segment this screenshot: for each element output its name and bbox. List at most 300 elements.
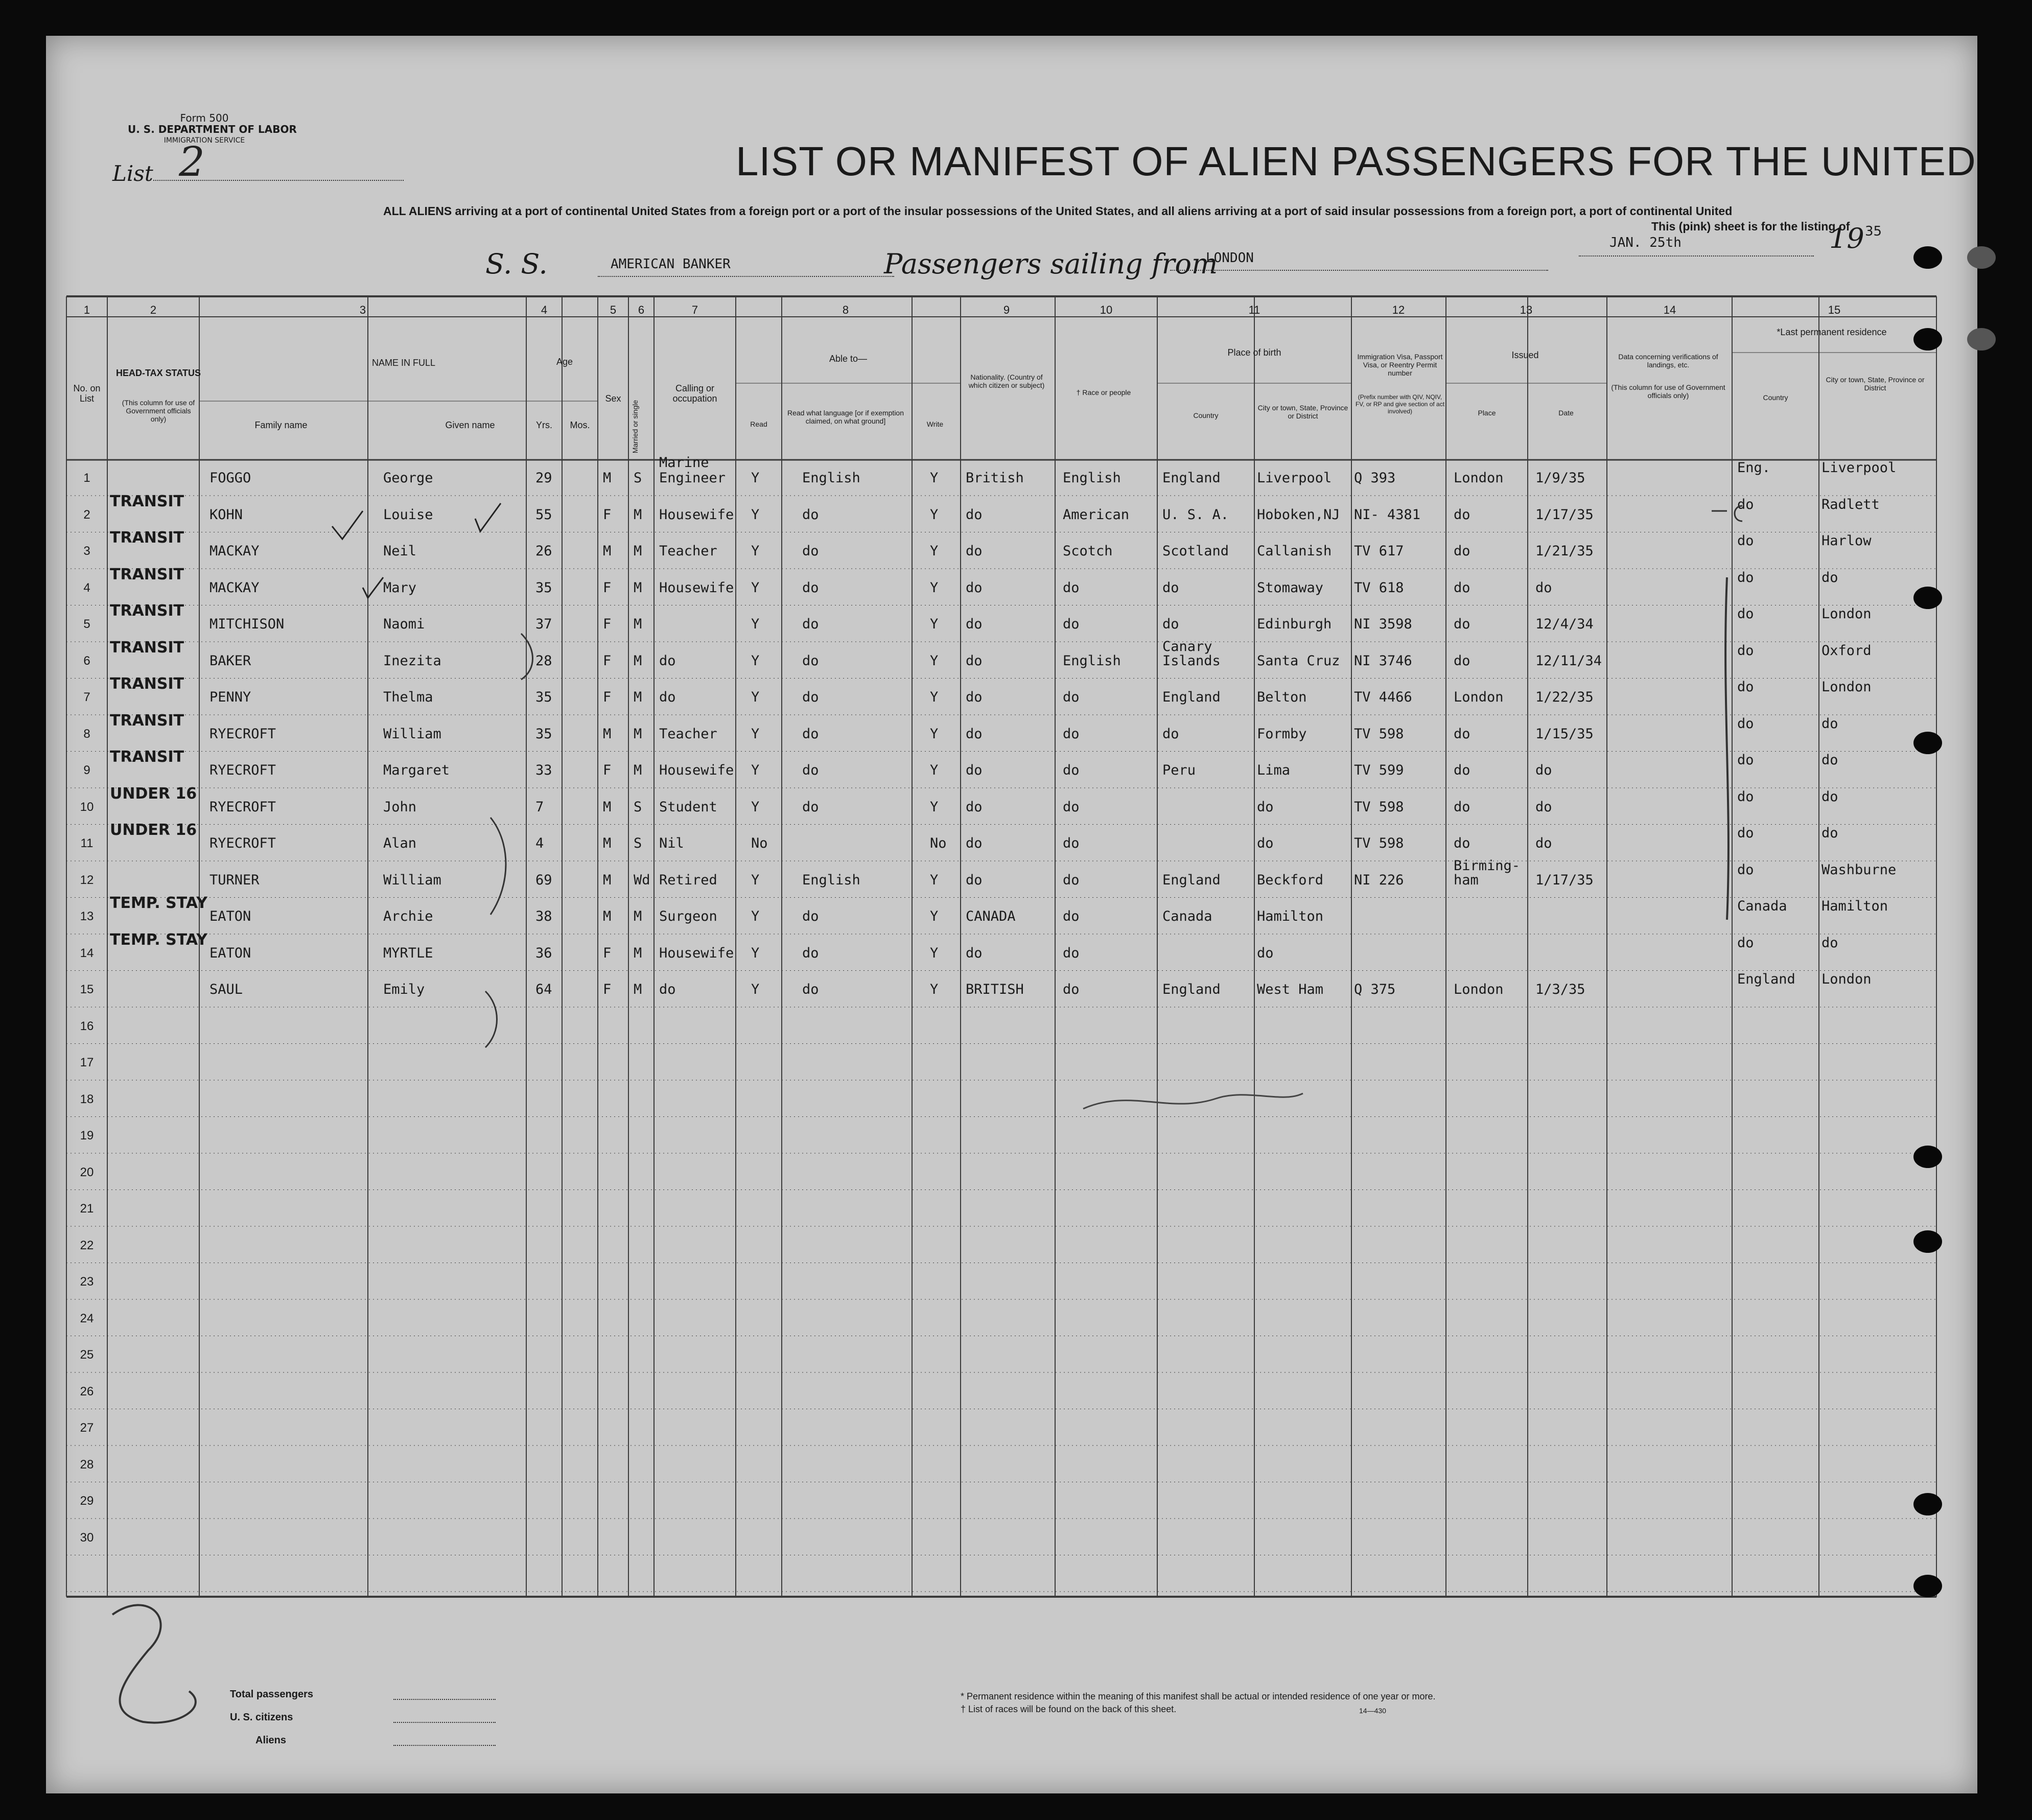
birth-city: do: [1257, 799, 1274, 815]
race: do: [1063, 579, 1080, 596]
occupation: do: [659, 652, 676, 669]
hdr-calling: Calling or occupation: [672, 383, 717, 404]
hdr-yrs: Yrs.: [535, 420, 552, 430]
nationality: CANADA: [966, 908, 1016, 924]
row-number: 1: [83, 471, 90, 485]
column-number: 2: [150, 304, 157, 316]
occupation: Surgeon: [659, 908, 717, 924]
row-number: 26: [80, 1384, 94, 1398]
race: do: [1063, 726, 1080, 742]
family-name: FOGGO: [209, 470, 251, 486]
issued-date: 12/11/34: [1535, 652, 1602, 669]
column-number: 8: [842, 304, 849, 316]
given-name: George: [383, 470, 433, 486]
birth-country: England: [1162, 872, 1221, 888]
occupation: Teacher: [659, 726, 717, 742]
sex: M: [603, 726, 612, 742]
handwritten-marks: [46, 36, 1977, 1793]
residence-city: Liverpool: [1821, 460, 1897, 476]
birth-city: Belton: [1257, 689, 1307, 705]
column-number: 11: [1248, 304, 1260, 316]
sex: F: [603, 652, 612, 669]
hdr-landing-note: (This column for use of Government officials only): [1611, 383, 1725, 400]
sex: F: [603, 506, 612, 523]
can-write: Y: [930, 872, 939, 888]
row-number: 11: [80, 836, 94, 850]
occupation: Teacher: [659, 543, 717, 559]
visa-number: TV 599: [1354, 762, 1404, 778]
binding-hole: [1913, 1146, 1942, 1168]
age-years: 69: [535, 872, 552, 888]
row-number: 15: [80, 983, 94, 996]
head-tax-stamp: TRANSIT: [110, 602, 184, 620]
residence-country: do: [1737, 679, 1754, 695]
marital-status: M: [634, 616, 642, 632]
residence-country: do: [1737, 935, 1754, 951]
bracket-mark: [491, 818, 506, 915]
residence-country: do: [1737, 496, 1754, 512]
marital-status: M: [634, 982, 642, 997]
check-mark: [475, 503, 501, 531]
birth-city: Stomaway: [1257, 579, 1324, 596]
row-number: 12: [80, 873, 94, 887]
nationality: do: [966, 689, 983, 705]
race: Scotch: [1063, 543, 1113, 559]
can-write: Y: [930, 470, 939, 486]
race: do: [1063, 908, 1080, 924]
hdr-issued: Issued: [1511, 350, 1539, 360]
can-write: Y: [930, 506, 939, 523]
manifest-sheet: [46, 36, 1977, 1793]
birth-city: Callanish: [1257, 543, 1332, 559]
can-write: Y: [930, 762, 939, 778]
hdr-res-country: Country: [1763, 393, 1788, 402]
handwritten-2-scrawl: [112, 1605, 196, 1722]
age-years: 28: [535, 652, 552, 669]
issued-place: do: [1454, 726, 1470, 742]
visa-number: TV 618: [1354, 579, 1404, 596]
age-years: 38: [535, 908, 552, 924]
can-write: Y: [930, 726, 939, 742]
row-number: 23: [80, 1275, 94, 1289]
nationality: do: [966, 799, 983, 815]
check-mark: [332, 511, 363, 539]
head-tax-stamp: TRANSIT: [110, 492, 184, 510]
binding-hole: [1967, 328, 1996, 351]
residence-country: do: [1737, 715, 1754, 732]
birth-country: Islands: [1162, 652, 1221, 669]
occupation: Housewife: [659, 506, 734, 523]
read-language: do: [802, 726, 819, 742]
family-name: MACKAY: [209, 543, 260, 559]
birth-country: England: [1162, 689, 1221, 705]
hdr-birth-city: City or town, State, Province or District: [1257, 404, 1348, 420]
binding-hole: [1913, 1493, 1942, 1515]
can-write: Y: [930, 689, 939, 705]
birth-country: England: [1162, 470, 1221, 486]
row-number: 4: [83, 580, 90, 595]
birth-country: U. S. A.: [1162, 506, 1229, 523]
sailing-date: JAN. 25th: [1609, 235, 1681, 250]
age-years: 36: [535, 945, 552, 961]
row-number: 29: [80, 1494, 94, 1508]
row-number: 17: [80, 1056, 94, 1069]
read-language: do: [802, 908, 819, 924]
age-years: 35: [535, 726, 552, 742]
nationality: do: [966, 835, 983, 851]
hdr-mos: Mos.: [570, 420, 590, 430]
read-language: do: [802, 579, 819, 596]
sex: M: [603, 799, 612, 815]
issued-place: London: [1454, 982, 1504, 997]
hdr-write: Write: [926, 420, 944, 428]
marital-status: M: [634, 579, 642, 596]
sex: F: [603, 945, 612, 961]
column-number: 13: [1520, 304, 1533, 316]
issued-date: do: [1535, 799, 1552, 815]
head-tax-stamp: TEMP. STAY: [110, 930, 207, 949]
marital-status: M: [634, 908, 642, 924]
sex: M: [603, 835, 612, 851]
head-tax-stamp: UNDER 16: [110, 784, 197, 803]
birth-country: England: [1162, 982, 1221, 997]
given-name: Neil: [383, 543, 417, 559]
birth-country: Canary: [1162, 638, 1212, 655]
column-number: 3: [359, 304, 366, 316]
form-number: Form 500: [180, 112, 229, 124]
given-name: Mary: [383, 579, 417, 596]
list-label: List: [112, 161, 153, 186]
nationality: do: [966, 506, 983, 523]
hdr-name-in-full: NAME IN FULL: [371, 358, 436, 368]
sailing-label: Passengers sailing from: [884, 248, 1218, 280]
birth-city: Formby: [1257, 726, 1307, 742]
binding-hole: [1913, 246, 1942, 269]
given-name: William: [383, 726, 441, 742]
issued-place: London: [1454, 689, 1504, 705]
family-name: EATON: [209, 908, 251, 924]
occupation: Housewife: [659, 945, 734, 961]
marital-status: M: [634, 726, 642, 742]
column-number: 9: [1003, 304, 1010, 316]
hdr-head-tax: HEAD-TAX STATUS: [116, 368, 201, 378]
issued-place: ham: [1454, 872, 1479, 888]
residence-country: do: [1737, 533, 1754, 549]
sex: F: [603, 579, 612, 596]
bracket-mark: [485, 991, 497, 1047]
page-title: LIST OR MANIFEST OF ALIEN PASSENGERS FOR THE UNITED: [736, 138, 1976, 184]
handwritten-15: [1712, 506, 1742, 521]
nationality: do: [966, 543, 983, 559]
race: do: [1063, 872, 1080, 888]
residence-country: do: [1737, 569, 1754, 586]
head-tax-stamp: TRANSIT: [110, 675, 184, 693]
age-years: 35: [535, 689, 552, 705]
row-number: 19: [80, 1129, 94, 1142]
row-number: 9: [83, 763, 90, 777]
can-read: Y: [751, 689, 760, 705]
visa-number: TV 598: [1354, 726, 1404, 742]
visa-number: TV 4466: [1354, 689, 1412, 705]
issued-place: do: [1454, 543, 1470, 559]
family-name: TURNER: [209, 872, 260, 888]
birth-country: Scotland: [1162, 543, 1229, 559]
can-read: Y: [751, 982, 760, 997]
hdr-able-to: Able to—: [829, 354, 868, 364]
marital-status: M: [634, 652, 642, 669]
binding-hole: [1967, 246, 1996, 269]
can-read: Y: [751, 470, 760, 486]
column-number: 14: [1663, 304, 1676, 316]
read-language: English: [802, 872, 860, 888]
nationality: do: [966, 762, 983, 778]
can-read: Y: [751, 506, 760, 523]
read-language: English: [802, 470, 860, 486]
given-name: Emily: [383, 982, 425, 997]
occupation: Nil: [659, 835, 684, 851]
race: do: [1063, 945, 1080, 961]
row-number: 24: [80, 1311, 94, 1325]
footnote-residence: * Permanent residence within the meaning of this manifest shall be actual or intended residence of one year or more.: [961, 1691, 1436, 1701]
age-years: 4: [535, 835, 544, 851]
family-name: RYECROFT: [209, 726, 276, 742]
signature-scrawl: [1083, 1093, 1303, 1109]
read-language: do: [802, 506, 819, 523]
visa-number: Q 393: [1354, 470, 1396, 486]
birth-city: Liverpool: [1257, 470, 1332, 486]
hdr-age: Age: [556, 357, 573, 367]
residence-country: do: [1737, 788, 1754, 805]
can-write: No: [930, 835, 947, 851]
row-number: 18: [80, 1092, 94, 1106]
binding-hole: [1913, 587, 1942, 609]
birth-country: do: [1162, 726, 1179, 742]
read-language: do: [802, 945, 819, 961]
nationality: British: [966, 470, 1024, 486]
nationality: do: [966, 726, 983, 742]
race: do: [1063, 835, 1080, 851]
family-name: RYECROFT: [209, 762, 276, 778]
race: American: [1063, 506, 1130, 523]
can-write: Y: [930, 908, 939, 924]
birth-country: Canada: [1162, 908, 1212, 924]
can-read: Y: [751, 726, 760, 742]
sex: M: [603, 908, 612, 924]
given-name: Inezita: [383, 652, 441, 669]
binding-hole: [1913, 328, 1942, 351]
us-citizens-label: U. S. citizens: [230, 1712, 293, 1723]
residence-city: London: [1821, 679, 1872, 695]
hdr-landing-data: Data concerning verifications of landings, etc.: [1618, 353, 1718, 369]
occupation: Housewife: [659, 762, 734, 778]
can-read: Y: [751, 908, 760, 924]
vertical-scrawl: [1725, 577, 1729, 920]
nationality: do: [966, 579, 983, 596]
hdr-read: Read: [750, 420, 767, 428]
row-number: 14: [80, 946, 94, 960]
can-read: Y: [751, 616, 760, 632]
hdr-issued-place: Place: [1478, 409, 1496, 417]
read-language: do: [802, 543, 819, 559]
family-name: EATON: [209, 945, 251, 961]
birth-country: do: [1162, 616, 1179, 632]
issued-date: do: [1535, 762, 1552, 778]
birth-city: West Ham: [1257, 982, 1324, 997]
issued-date: 1/22/35: [1535, 689, 1594, 705]
family-name: RYECROFT: [209, 799, 276, 815]
race: do: [1063, 616, 1080, 632]
birth-city: Hoboken,NJ: [1257, 506, 1340, 523]
row-number: 7: [83, 690, 90, 704]
birth-city: Lima: [1257, 762, 1291, 778]
can-write: Y: [930, 652, 939, 669]
read-language: do: [802, 982, 819, 997]
marital-status: S: [634, 470, 642, 486]
head-tax-stamp: TRANSIT: [110, 711, 184, 730]
residence-country: do: [1737, 861, 1754, 878]
residence-country: do: [1737, 642, 1754, 659]
birth-city: Beckford: [1257, 872, 1324, 888]
read-language: do: [802, 652, 819, 669]
visa-number: NI 226: [1354, 872, 1404, 888]
age-years: 7: [535, 799, 544, 815]
nationality: do: [966, 945, 983, 961]
hdr-married: Married or single: [631, 400, 639, 454]
footnote-races: † List of races will be found on the back of this sheet.: [961, 1704, 1177, 1714]
issued-place: do: [1454, 762, 1470, 778]
list-number: 2: [179, 138, 205, 185]
hdr-read-language: Read what language [or if exemption claimed, on what ground]: [787, 409, 904, 425]
column-number: 4: [541, 304, 548, 316]
print-code: 14—430: [1359, 1707, 1386, 1715]
head-tax-stamp: TEMP. STAY: [110, 894, 207, 912]
binding-hole: [1913, 1230, 1942, 1253]
port: LONDON: [1206, 250, 1254, 266]
age-years: 26: [535, 543, 552, 559]
sex: F: [603, 982, 612, 997]
family-name: BAKER: [209, 652, 251, 669]
check-mark: [363, 577, 383, 598]
row-number: 16: [80, 1019, 94, 1033]
can-write: Y: [930, 945, 939, 961]
residence-country: do: [1737, 752, 1754, 768]
column-number: 1: [83, 304, 90, 316]
row-number: 30: [80, 1530, 94, 1545]
residence-city: do: [1821, 715, 1838, 732]
issued-date: 12/4/34: [1535, 616, 1594, 632]
marital-status: M: [634, 543, 642, 559]
department: U. S. DEPARTMENT OF LABOR: [128, 123, 297, 135]
read-language: do: [802, 689, 819, 705]
issued-date: 1/17/35: [1535, 506, 1594, 523]
given-name: MYRTLE: [383, 945, 433, 961]
row-number: 8: [83, 727, 90, 741]
occupation: Retired: [659, 872, 717, 888]
sex: M: [603, 543, 612, 559]
occupation: Housewife: [659, 579, 734, 596]
column-number: 6: [638, 304, 645, 316]
occupation: do: [659, 982, 676, 997]
can-read: Y: [751, 543, 760, 559]
visa-number: TV 598: [1354, 835, 1404, 851]
given-name: Archie: [383, 908, 433, 924]
given-name: Louise: [383, 506, 433, 523]
residence-city: Oxford: [1821, 642, 1872, 659]
bracket-mark: [521, 634, 533, 680]
age-years: 64: [535, 982, 552, 997]
read-language: do: [802, 762, 819, 778]
row-number: 25: [80, 1348, 94, 1362]
aliens-label: Aliens: [255, 1735, 287, 1746]
residence-country: Canada: [1737, 898, 1787, 914]
birth-city: Santa Cruz: [1257, 652, 1340, 669]
given-name: Naomi: [383, 616, 425, 632]
head-tax-stamp: UNDER 16: [110, 821, 197, 839]
residence-city: do: [1821, 569, 1838, 586]
marital-status: M: [634, 689, 642, 705]
sex: M: [603, 872, 612, 888]
issued-place: do: [1454, 652, 1470, 669]
issued-date: 1/3/35: [1535, 982, 1585, 997]
residence-country: do: [1737, 606, 1754, 622]
binding-hole: [1913, 1575, 1942, 1597]
occupation: do: [659, 689, 676, 705]
age-years: 37: [535, 616, 552, 632]
hdr-race: † Race or people: [1076, 388, 1131, 396]
marital-status: M: [634, 506, 642, 523]
marital-status: S: [634, 835, 642, 851]
visa-number: Q 375: [1354, 982, 1396, 997]
residence-city: London: [1821, 971, 1872, 987]
nationality: do: [966, 872, 983, 888]
issued-date: 1/9/35: [1535, 470, 1585, 486]
subtitle-line1: ALL ALIENS arriving at a port of continental United States from a foreign port or a port of the insular possessions of the United States, and all aliens arriving at a port of said insular possessions from a foreign port, a port of continental United: [383, 204, 1733, 218]
hdr-visa: Immigration Visa, Passport Visa, or Reentry Permit number: [1357, 353, 1443, 377]
read-language: do: [802, 616, 819, 632]
column-number: 5: [610, 304, 617, 316]
subtitle-line2: This (pink) sheet is for the listing of: [1651, 220, 1850, 233]
issued-place: London: [1454, 470, 1504, 486]
residence-city: do: [1821, 935, 1838, 951]
row-number: 2: [83, 507, 90, 522]
hdr-sex: Sex: [605, 393, 621, 404]
issued-date: 1/21/35: [1535, 543, 1594, 559]
family-name: MITCHISON: [209, 616, 285, 632]
family-name: SAUL: [209, 982, 243, 997]
marital-status: M: [634, 945, 642, 961]
row-number: 6: [83, 654, 90, 668]
hdr-last-residence: *Last permanent residence: [1777, 327, 1887, 337]
can-write: Y: [930, 579, 939, 596]
hdr-given-name: Given name: [445, 420, 495, 430]
visa-number: NI- 4381: [1354, 506, 1421, 523]
head-tax-stamp: TRANSIT: [110, 638, 184, 657]
sex: F: [603, 616, 612, 632]
sex: M: [603, 470, 612, 486]
birth-city: do: [1257, 835, 1274, 851]
row-number: 10: [80, 800, 94, 814]
service: IMMIGRATION SERVICE: [164, 136, 245, 145]
hdr-family-name: Family name: [254, 420, 308, 430]
visa-number: NI 3598: [1354, 616, 1412, 632]
marital-status: S: [634, 799, 642, 815]
hdr-birth-country: Country: [1193, 411, 1219, 419]
residence-city: do: [1821, 788, 1838, 805]
hdr-no-on-list: No. on List: [73, 383, 101, 404]
birth-country: Peru: [1162, 762, 1196, 778]
given-name: Thelma: [383, 689, 433, 705]
ss-label: S. S.: [485, 248, 548, 280]
